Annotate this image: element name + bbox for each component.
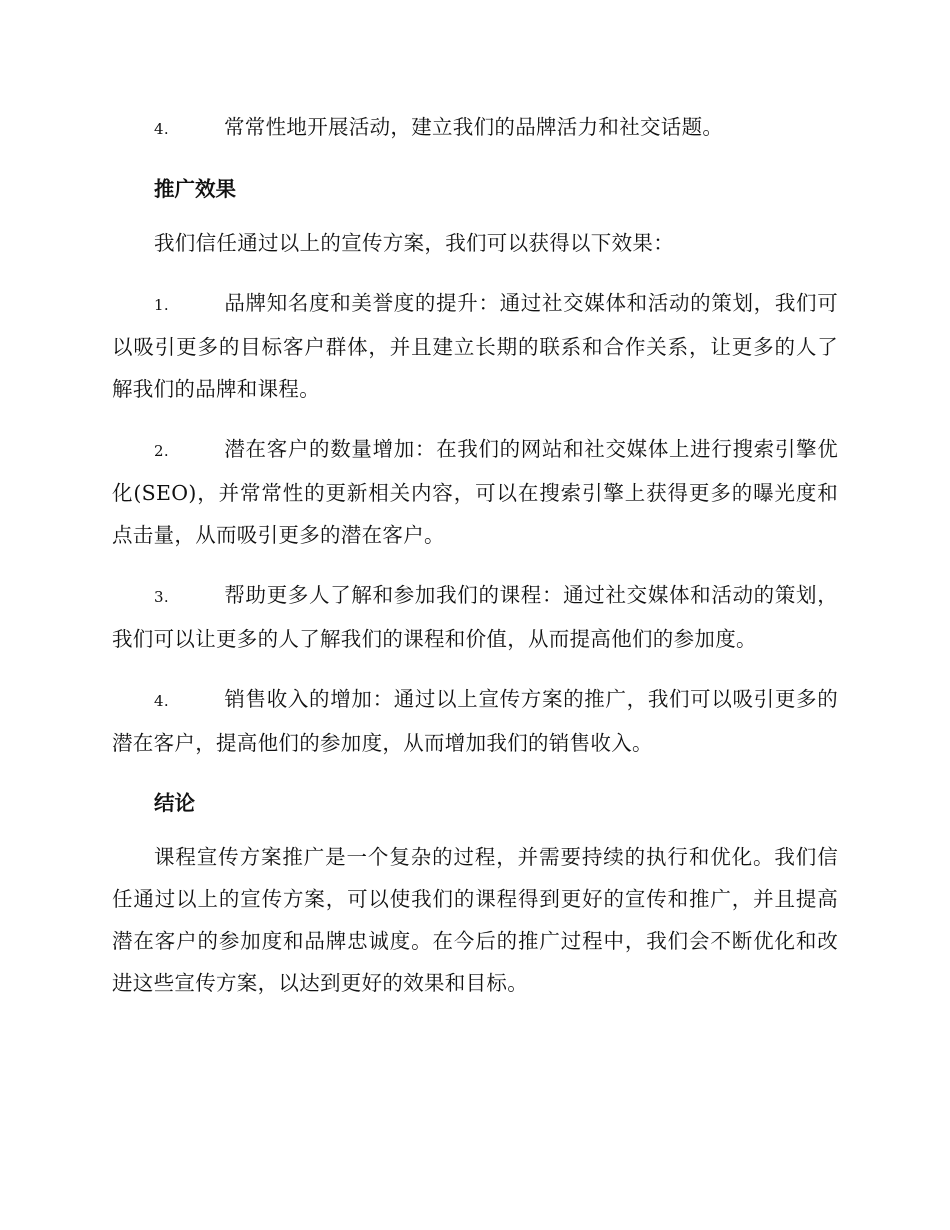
list-item (112, 428, 838, 556)
list-item-text: 帮助更多人了解和参加我们的课程：通过社交媒体和活动的策划，我们可以让更多的人了解我们的课程和价值，从而提高他们的参加度。 (112, 583, 838, 651)
list-item-number: 2. (154, 442, 169, 460)
section-heading-effects: 推广效果 (154, 177, 236, 201)
list-item (112, 282, 838, 410)
list-item-number: 1. (154, 296, 169, 314)
list-item (112, 574, 838, 660)
list-item-text: 潜在客户的数量增加：在我们的网站和社交媒体上进行搜索引擎优化(SEO)，并常常性的更新相关内容，可以在搜索引擎上获得更多的曝光度和点击量，从而吸引更多的潜在客户。 (112, 437, 838, 547)
list-item-number: 3. (154, 588, 169, 606)
effects-intro: 我们信任通过以上的宣传方案，我们可以获得以下效果： (154, 231, 674, 255)
section-heading-conclusion: 结论 (154, 791, 195, 815)
list-item (112, 106, 838, 150)
list-item (112, 678, 838, 764)
conclusion-body: 课程宣传方案推广是一个复杂的过程，并需要持续的执行和优化。我们信任通过以上的宣传方案，可以使我们的课程得到更好的宣传和推广，并且提高潜在客户的参加度和品牌忠诚度。在今后的推广过程中，我们会不断优化和改进这些宣传方案，以达到更好的效果和目标。 (112, 845, 838, 995)
list-item-text: 销售收入的增加：通过以上宣传方案的推广，我们可以吸引更多的潜在客户，提高他们的参加度，从而增加我们的销售收入。 (112, 687, 838, 755)
list-item-number: 4. (154, 692, 169, 710)
list-item-text: 品牌知名度和美誉度的提升：通过社交媒体和活动的策划，我们可以吸引更多的目标客户群体，并且建立长期的联系和合作关系，让更多的人了解我们的品牌和课程。 (112, 291, 838, 401)
document-body (112, 106, 838, 1022)
list-item-number: 4. (154, 120, 169, 138)
list-item-text: 常常性地开展活动，建立我们的品牌活力和社交话题。 (224, 115, 724, 139)
